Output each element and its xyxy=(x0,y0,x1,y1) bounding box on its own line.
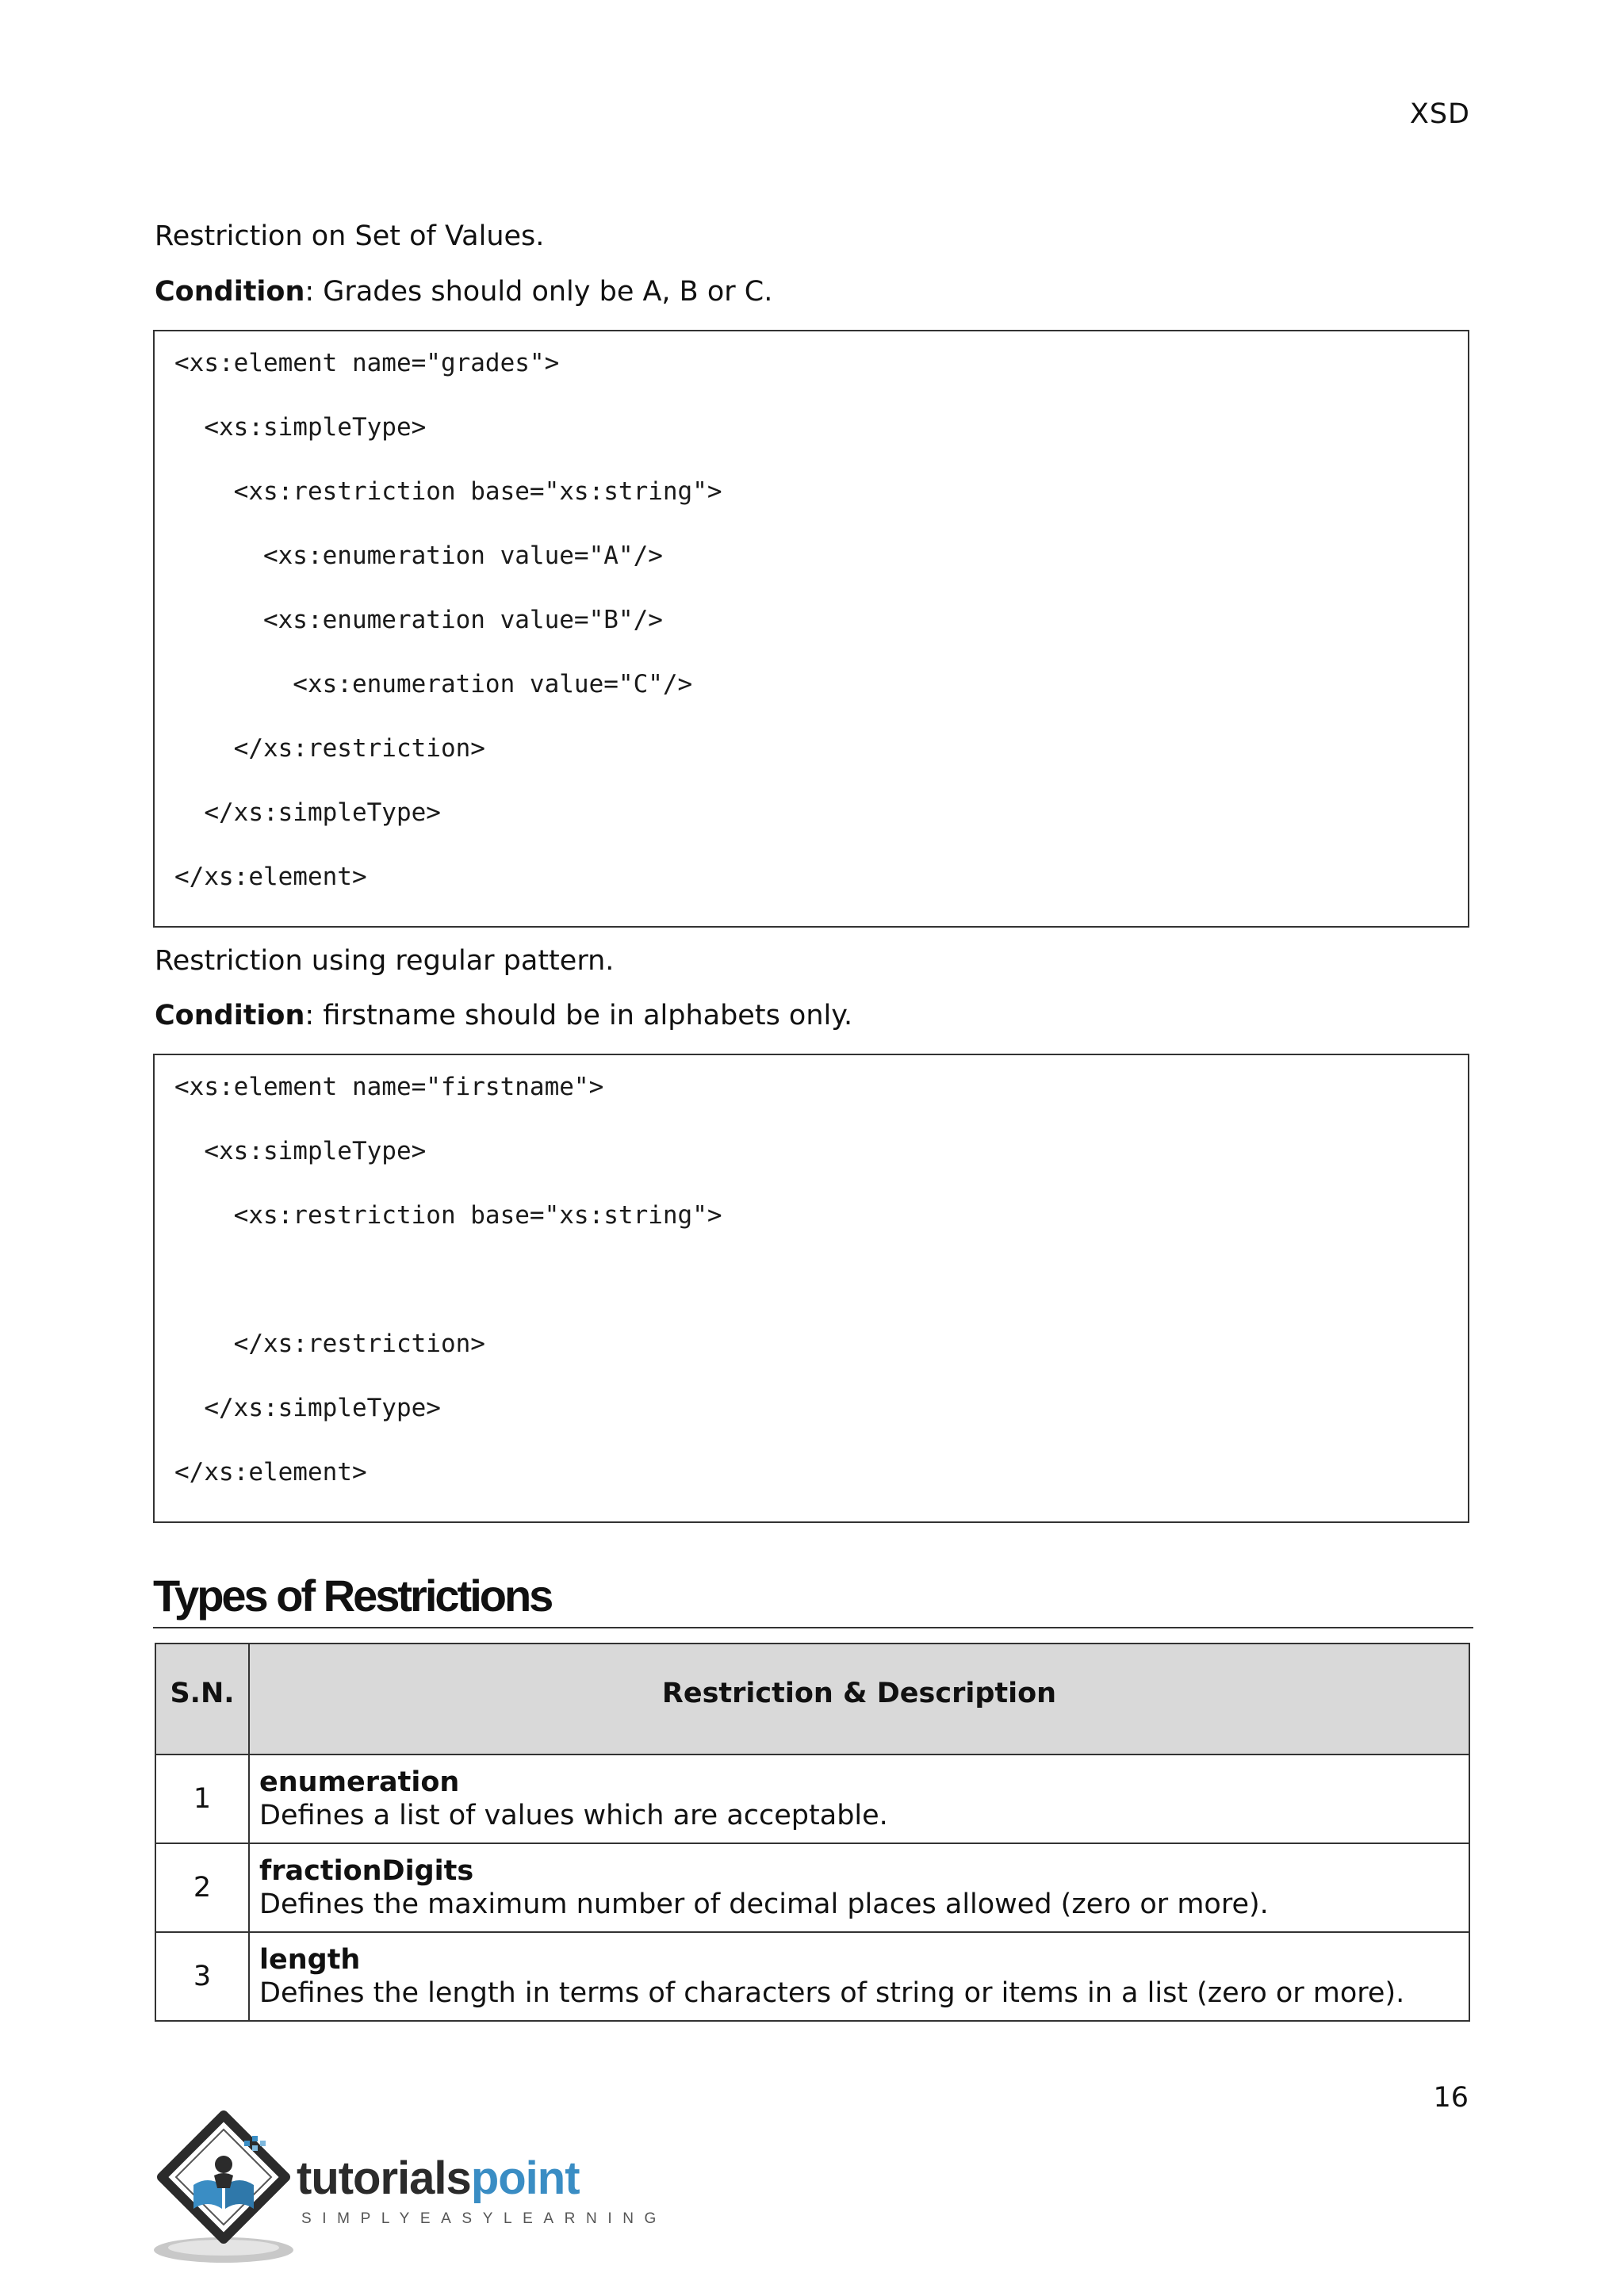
code-line: <xs:enumeration value="B"/> xyxy=(174,606,663,634)
code-line: <xs:simpleType> xyxy=(174,413,427,442)
block2-intro: Restriction using regular pattern. xyxy=(155,945,615,977)
code-line: </xs:simpleType> xyxy=(174,1394,441,1422)
logo-wordmark xyxy=(297,2153,580,2204)
row-description-cell xyxy=(249,1755,1469,1843)
code-block-firstname xyxy=(153,1054,1469,1523)
table-header-row xyxy=(155,1644,1469,1755)
block2-condition-text: : firstname should be in alphabets only. xyxy=(304,1000,853,1031)
restriction-name: enumeration xyxy=(259,1766,460,1798)
block1-condition xyxy=(155,274,772,309)
block2-condition xyxy=(155,998,852,1033)
code-line: <xs:enumeration value="C"/> xyxy=(174,670,693,698)
code-line: </xs:simpleType> xyxy=(174,798,441,827)
table-row xyxy=(155,1932,1469,2021)
code-line: </xs:element> xyxy=(174,863,367,891)
section-heading: Types of Restrictions xyxy=(153,1570,1473,1628)
code-line: <xs:element name="grades"> xyxy=(174,349,560,377)
logo-tagline: SIMPLYEASYLEARNING xyxy=(301,2210,667,2227)
code-line: </xs:restriction> xyxy=(174,734,485,763)
block1-condition-text: : Grades should only be A, B or C. xyxy=(304,276,773,308)
row-description-cell xyxy=(249,1843,1469,1932)
row-sn: 1 xyxy=(155,1755,249,1843)
row-sn: 3 xyxy=(155,1932,249,2021)
row-description-cell xyxy=(249,1932,1469,2021)
code-line: </xs:element> xyxy=(174,1458,367,1487)
restriction-description: Defines a list of values which are acceptable. xyxy=(259,1800,888,1831)
code-line: <xs:element name="firstname"> xyxy=(174,1073,604,1101)
table-row xyxy=(155,1755,1469,1843)
code-line: <xs:restriction base="xs:string"> xyxy=(174,477,722,506)
block2-condition-label: Condition xyxy=(155,1000,305,1031)
restriction-description: Defines the length in terms of characters of string or items in a list (zero or more). xyxy=(259,1977,1405,2009)
document-header-title: XSD xyxy=(1409,98,1470,130)
code-line: <xs:simpleType> xyxy=(174,1137,427,1165)
row-sn: 2 xyxy=(155,1843,249,1932)
logo-diamond-icon xyxy=(151,2109,301,2267)
table-row xyxy=(155,1843,1469,1932)
logo-word-point: point xyxy=(470,2152,580,2204)
logo-word-tutorials: tutorials xyxy=(297,2152,471,2204)
column-header-description: Restriction & Description xyxy=(249,1644,1469,1755)
block1-intro: Restriction on Set of Values. xyxy=(155,220,545,252)
block1-condition-label: Condition xyxy=(155,276,305,308)
page-number: 16 xyxy=(1433,2082,1469,2114)
restriction-name: length xyxy=(259,1944,361,1976)
code-line: </xs:restriction> xyxy=(174,1330,485,1358)
code-line: <xs:enumeration value="A"/> xyxy=(174,541,663,570)
restriction-description: Defines the maximum number of decimal places allowed (zero or more). xyxy=(259,1888,1269,1920)
restrictions-table xyxy=(155,1643,1470,2022)
tutorialspoint-logo xyxy=(151,2109,666,2267)
code-block-grades xyxy=(153,330,1469,928)
restriction-name: fractionDigits xyxy=(259,1855,474,1887)
column-header-sn: S.N. xyxy=(155,1644,249,1755)
code-line: <xs:restriction base="xs:string"> xyxy=(174,1201,722,1230)
